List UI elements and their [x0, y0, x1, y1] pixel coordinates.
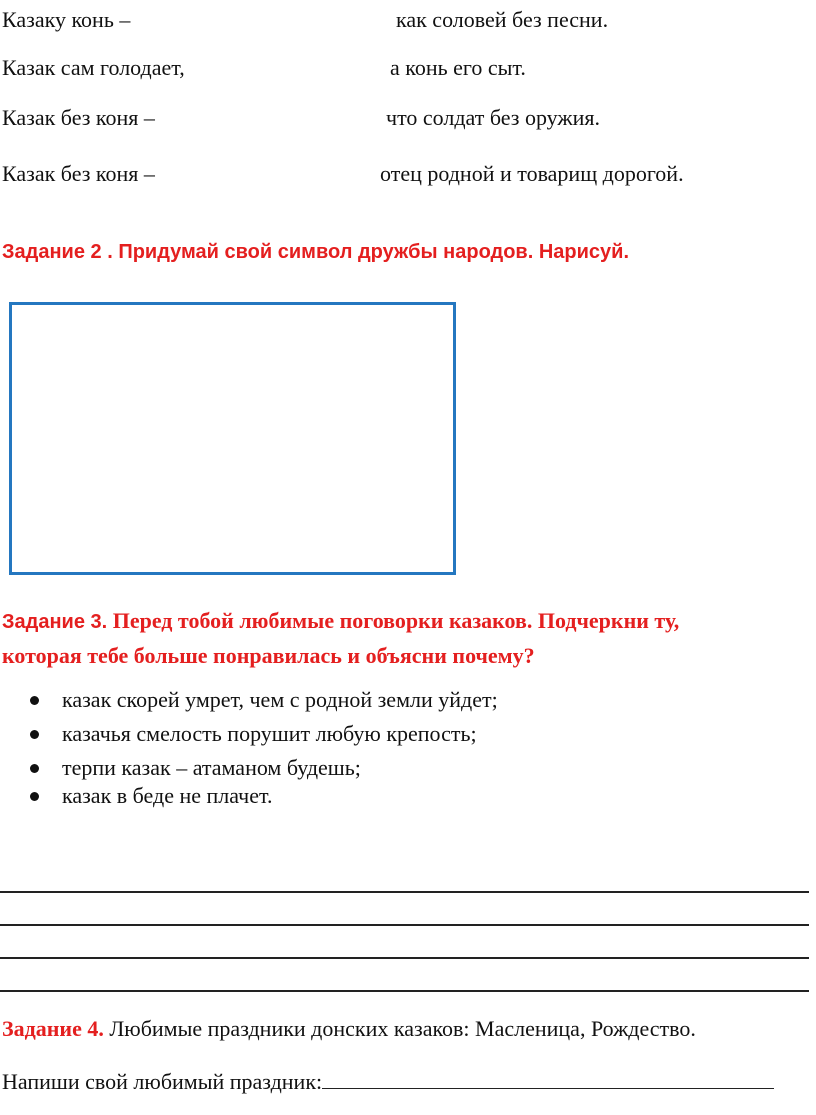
bullet-icon — [30, 792, 39, 801]
answer-line-3[interactable] — [0, 957, 809, 959]
bullet-icon — [30, 730, 39, 739]
proverb-right-1: как соловей без песни. — [396, 7, 609, 32]
list-item[interactable] — [30, 756, 498, 780]
proverb-left-2: Казак сам голодает, — [2, 55, 185, 80]
answer-line-2[interactable] — [0, 924, 809, 926]
list-item[interactable] — [30, 784, 498, 808]
bullet-icon — [30, 764, 39, 773]
task2-title: Задание 2 . Придумай свой символ дружбы народов. Нарисуй. — [2, 241, 630, 263]
list-item[interactable] — [30, 688, 498, 712]
task3-title-line2: которая тебе больше понравилась и объясни почему? — [2, 643, 535, 668]
task4-line — [2, 1016, 696, 1042]
saying-text: казачья смелость порушит любую крепость; — [62, 721, 477, 746]
saying-text: казак в беде не плачет. — [62, 783, 273, 808]
list-item[interactable] — [30, 722, 498, 746]
proverb-right-4: отец родной и товарищ дорогой. — [380, 161, 684, 186]
answer-line-4[interactable] — [0, 990, 809, 992]
proverb-left-3: Казак без коня – — [2, 105, 155, 130]
task3-title-line1 — [2, 608, 679, 634]
proverb-right-3: что солдат без оружия. — [386, 105, 600, 130]
drawing-area[interactable] — [9, 302, 456, 575]
task4-lead: Задание 4. — [2, 1016, 104, 1041]
answer-line-1[interactable] — [0, 891, 809, 893]
proverb-left-1: Казаку конь – — [2, 7, 131, 32]
task3-title-rest: Перед тобой любимые поговорки казаков. Подчеркни ту, — [107, 608, 680, 633]
proverb-right-2: а конь его сыт. — [390, 55, 526, 80]
proverb-left-4: Казак без коня – — [2, 161, 155, 186]
bullet-icon — [30, 696, 39, 705]
sayings-list — [30, 688, 498, 818]
task4-prompt-line — [2, 1068, 774, 1095]
saying-text: терпи казак – атаманом будешь; — [62, 755, 361, 780]
favorite-holiday-input-line[interactable] — [322, 1068, 774, 1089]
saying-text: казак скорей умрет, чем с родной земли уйдет; — [62, 687, 498, 712]
favorite-holiday-label: Напиши свой любимый праздник: — [2, 1069, 323, 1094]
task3-lead: Задание 3. — [2, 611, 108, 633]
task4-text: Любимые праздники донских казаков: Масленица, Рождество. — [103, 1016, 696, 1041]
